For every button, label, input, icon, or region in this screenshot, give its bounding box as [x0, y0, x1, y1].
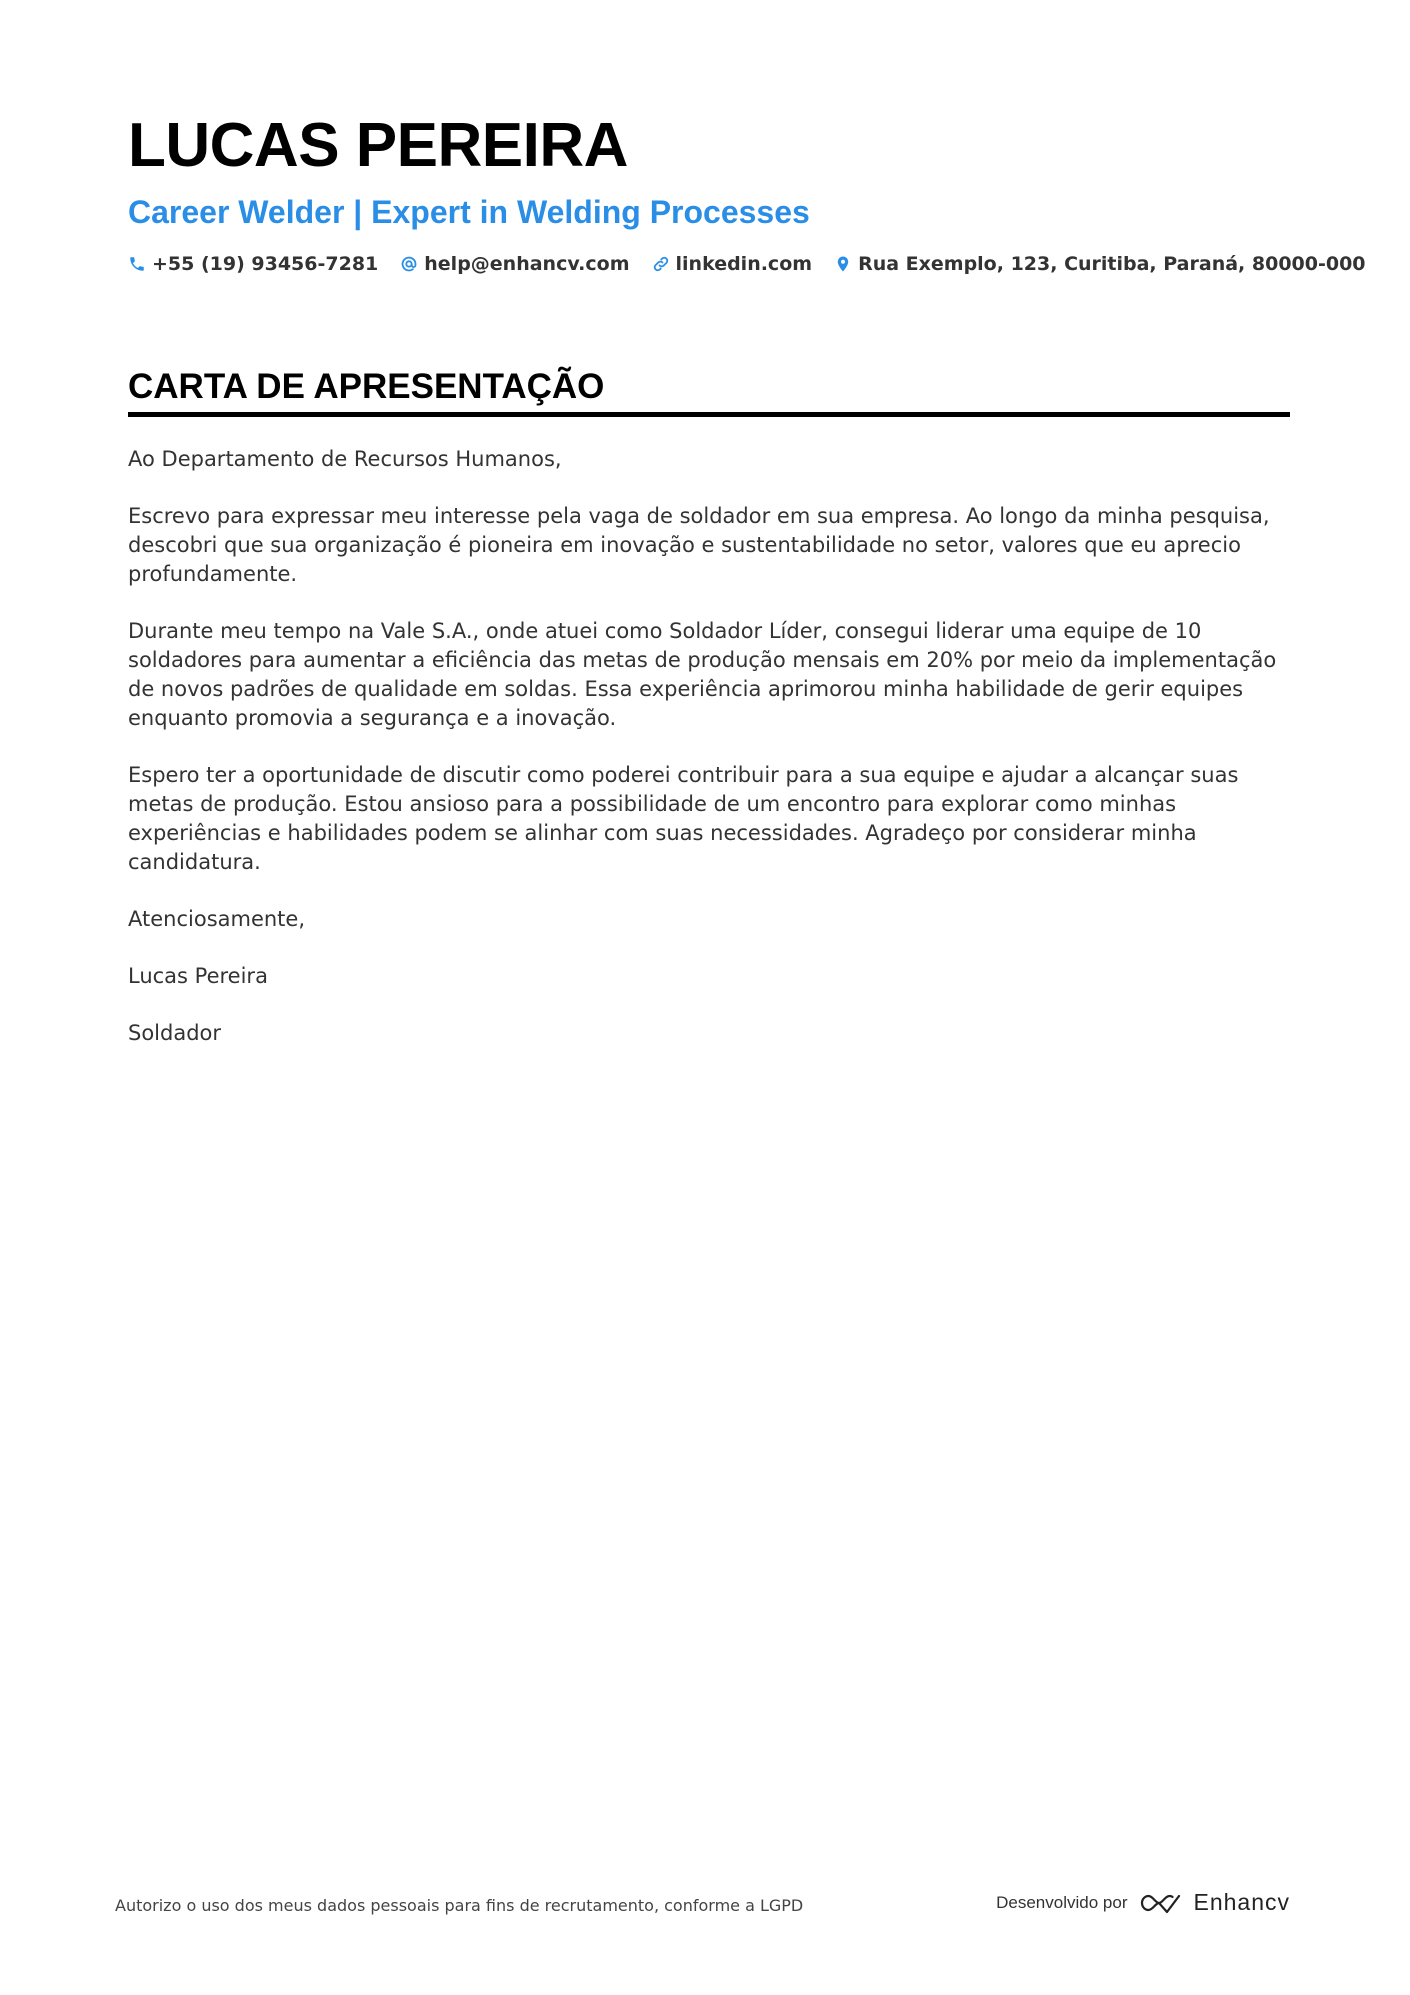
contact-linkedin-text[interactable]: linkedin.com — [675, 253, 813, 275]
candidate-name: LUCAS PEREIRA — [128, 111, 628, 180]
contact-phone-text: +55 (19) 93456-7281 — [152, 253, 379, 275]
letter-paragraph-1: Escrevo para expressar meu interesse pela vaga de soldador em sua empresa. Ao longo da minha pesquisa, descobri que sua organização é pioneira em inovação e sustentabilidade no setor, valores que eu aprecio profundamente. — [128, 504, 1270, 586]
contact-email-text[interactable]: help@enhancv.com — [424, 253, 630, 275]
enhancv-brand-name: Enhancv — [1193, 1889, 1290, 1915]
letter-greeting: Ao Departamento de Recursos Humanos, — [128, 447, 562, 471]
contact-email[interactable] — [400, 250, 629, 278]
at-icon — [400, 255, 418, 273]
contact-phone — [128, 250, 378, 278]
cover-letter-section — [128, 366, 1290, 1076]
location-pin-icon — [834, 255, 852, 273]
letter-closing: Atenciosamente, — [128, 907, 306, 931]
signature-name: Lucas Pereira — [128, 964, 268, 988]
powered-by-label: Desenvolvido por — [996, 1892, 1128, 1912]
letter-paragraph-2: Durante meu tempo na Vale S.A., onde atuei como Soldador Líder, consegui liderar uma equipe de 10 soldadores para aumentar a eficiência das metas de produção mensais em 20% por meio da implementação de novos padrões de qualidade em soldas. Essa experiência aprimorou minha habilidade de gerir equipes enquanto promovia a segurança e a inovação. — [128, 619, 1277, 730]
contact-address-text: Rua Exemplo, 123, Curitiba, Paraná, 80000-000 — [858, 253, 1366, 275]
letter-body — [128, 445, 1290, 1048]
contact-linkedin[interactable] — [652, 250, 813, 278]
letter-paragraph-3: Espero ter a oportunidade de discutir como poderei contribuir para a sua equipe e ajudar a alcançar suas metas de produção. Estou ansioso para a possibilidade de um encontro para explorar como minhas experiências e habilidades podem se alinhar com suas necessidades. Agradeço por considerar minha candidatura. — [128, 763, 1239, 874]
phone-icon — [128, 255, 146, 273]
enhancv-logo-icon — [1139, 1891, 1183, 1915]
powered-by[interactable] — [996, 1889, 1290, 1916]
resume-header — [128, 108, 1366, 278]
contact-address — [834, 250, 1365, 278]
contact-list — [128, 250, 1366, 278]
section-title: CARTA DE APRESENTAÇÃO — [128, 366, 1290, 417]
link-icon — [652, 255, 670, 273]
lgpd-consent-text: Autorizo o uso dos meus dados pessoais para fins de recrutamento, conforme a LGPD — [115, 1896, 804, 1915]
candidate-title: Career Welder | Expert in Welding Processes — [128, 194, 810, 230]
signature-title: Soldador — [128, 1021, 222, 1045]
page-footer — [115, 1885, 1290, 1925]
